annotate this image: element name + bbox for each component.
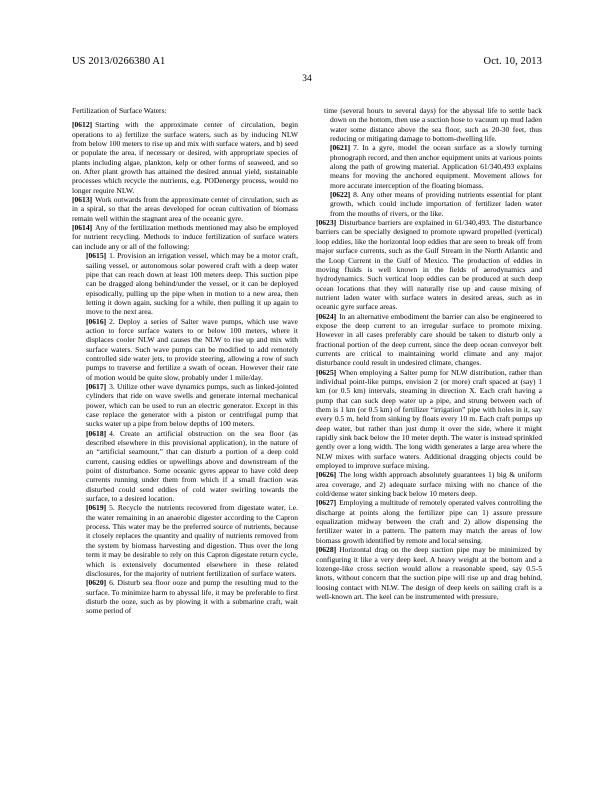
paragraph — [72, 429, 298, 504]
paragraph-number: [0625] — [316, 367, 337, 377]
body-columns — [72, 106, 542, 774]
paragraph-text: 7. In a gyre, model the ocean surface as a slowly turning phonograph record, and then anchor equipment units at various points along the path of growing material. Application 61/340,493 explains means for moving the anchored equipment. Movement allows for more accurate interception of the floating biomass. — [330, 143, 542, 190]
paragraph — [316, 368, 542, 471]
paragraph — [316, 190, 542, 218]
paragraph-number: [0623] — [316, 218, 337, 228]
paragraph — [316, 498, 542, 545]
paragraph — [72, 120, 298, 195]
paragraph-number: [0620] — [86, 578, 107, 588]
paragraph-text: 5. Recycle the nutrients recovered from digestate water, i.e. the water remaining in an anaerobic digester according to the Capron process. This water may be the preferred source of nutrients, because it closely replaces the quantity and quality of nutrients removed from the system by biomass harvesting and digestion. Thus over the long term it may be desirable to rely on this Capron digestate return cycle, which is extensively documented elsewhere in these related disclosures, for the majority of nutrient fertilization of surface waters. — [86, 503, 298, 578]
paragraph-number: [0614] — [72, 223, 93, 233]
paragraph — [72, 195, 298, 223]
paragraph-number: [0624] — [316, 311, 337, 321]
paragraph-number: [0618] — [86, 428, 107, 438]
paragraph-text: 6. Disturb sea floor ooze and pump the resulting mud to the surface. To minimize harm to abyssal life, it may be preferable to first disturb the ooze, such as by plowing it with a submarine craft, wait some period of — [86, 578, 298, 616]
paragraph-text: Work outwards from the approximate center of circulation, such as in a spiral, so that the areas developed for ocean cultivation of biomass remain well within the stagnant area of the oceanic gyre. — [72, 195, 298, 223]
paragraph — [72, 382, 298, 429]
page-number: 34 — [302, 74, 312, 84]
paragraph-text: Disturbance barriers are explained in 61/340,493. The disturbance barriers can be specially designed to promote upward propelled (vertical) loop eddies, like the horizontal loop eddies that are seen to break off from major surface currents, such as the Gulf Stream in the North Atlantic and the Loop Current in the Gulf of Mexico. The production of eddies in moving fluids is well known in the fields of aerodynamics and hydrodynamics. Such vertical loop eddies can be produced at such deep ocean locations that they will naturally rise up and cause mixing of nutrient laden water with surface waters in desired areas, such as in oceanic gyre surface areas. — [316, 218, 542, 312]
paragraph — [316, 143, 542, 190]
paragraph-text: The long width approach absolutely guarantees 1) big & uniform area coverage, and 2) adequate surface mixing with no chance of the cold/dense water sinking back below 10 meters deep. — [316, 470, 542, 499]
paragraph-text: In an alternative embodiment the barrier can also be engineered to expose the deep current to an irregular surface to promote mixing. However in all cases preferably care should be taken to disturb only a fractional portion of the deep current, since the deep ocean conveyor belt currents are critical to maintaining world climate and any major disturbance could result in undesired climate, changes. — [316, 311, 542, 368]
paragraph-number: [0622] — [330, 190, 351, 200]
section-heading: Fertilization of Surface Waters: — [72, 106, 167, 115]
paragraph-text: Any of the fertilization methods mentioned may also be employed for nutrient recycling. Methods to induce fertilization of surface waters can include any or all of the following: — [72, 223, 298, 251]
paragraph-text: When employing a Salter pump for NLW distribution, rather than individual point-like pumps, envision 2 (or more) craft spaced at (say) 1 km (or 0.5 km) intervals, steaming in direction X. Each craft having a pump that can suck deep water up a pipe, and strung between each of them is 1 km (or 0.5 km) of fertilizer “irrigation” pipe with holes in it, say every 0.5 m, held from sinking by floats every 10 m. Each craft pumps up deep water, but rather than just dump it over the side, where it might rapidly sink back below the 10 meter depth. The water is instead sprinkled gently over a long width. The long width generates a large area where the NLW mixes with surface waters. Additional dragging objects could be employed to improve surface mixing. — [316, 367, 542, 471]
paragraph — [316, 312, 542, 368]
paragraph-text: 8. Any other means of providing nutrients essential for plant growth, which could include importation of fertilizer laden water from the mouths of rivers, or the like. — [330, 190, 542, 218]
paragraph-text: Employing a multitude of remotely operated valves controlling the discharge at points along the fertilizer pipe can 1) assure pressure equalization midway between the craft and 2) allow dispensing the fertilizer water in a pattern. The pattern may match the areas of low biomass growth identified by remote and local sensing. — [316, 498, 542, 545]
publication-date: Oct. 10, 2013 — [483, 56, 542, 67]
paragraph-number: [0627] — [316, 498, 337, 508]
paragraph — [316, 218, 542, 311]
paragraph — [72, 251, 298, 316]
paragraph-number: [0615] — [86, 251, 107, 261]
page-header — [72, 56, 542, 67]
paragraph — [316, 106, 542, 143]
paragraph-text: time (several hours to several days) for the abyssal life to settle back down on the bottom, then use a suction hose to vacuum up mud laden water some distance above the sea floor, such as 20-30 feet, thus reducing or mitigating damage to bottom-dwelling life. — [324, 106, 542, 144]
paragraph-text: 3. Utilize other wave dynamics pumps, such as linked-jointed cylinders that ride on wave swells and generate internal mechanical power, which can be used to run an electric generator. Except in this case replace the generator with a piston or centrifugal pump that sucks water up a pipe from below depths of 100 meters. — [86, 381, 298, 429]
paragraph-text: 1. Provision an irrigation vessel, which may be a motor craft, sailing vessel, or autonomous solar powered craft with a deep water pipe that can reach down at least 100 meters deep. This suction pipe can be dragged along behind/under the vessel, or it can be deployed episodically, pulling up the pipe when in motion to a new area, then letting it down again, sucking for a while, then pulling it up again to move to the next area. — [86, 251, 298, 317]
paragraph — [316, 545, 542, 601]
paragraph-text: Horizontal drag on the deep suction pipe may be minimized by configuring it like a very deep keel. A heavy weight at the bottom and a lozenge-like cross section would allow a reasonable speed, say 0.5-5 knots, without concern that the suction pipe will rise up and drag behind, loosing contact with NLW. The design of deep keels on sailing craft is a well-known art. The keel can be instrumented with pressure, — [316, 545, 542, 601]
paragraph-number: [0628] — [316, 545, 337, 555]
paragraph-text: 4. Create an artificial obstruction on the sea floor (as described elsewhere in this provisional application), in the nature of an “artificial seamount,” that can disturb a portion of a deep cold current, causing eddies or upwellings above and downstream of the point of disturbance. Some oceanic gyres appear to have cold deep currents running under them from which if a small fraction was disturbed could send eddies of cold water swirling towards the surface, to a desired location. — [86, 428, 298, 504]
paragraph-number: [0626] — [316, 470, 337, 480]
paragraph — [72, 317, 298, 382]
paragraph-number: [0616] — [86, 316, 107, 326]
paragraph-text: Starting with the approximate center of circulation, begin operations to a) fertilize the surface waters, such as by inducing NLW from below 100 meters to rise up and mix with surface waters, and b) seed or populate the area, if necessary or desired, with appropriate species of plants including algae, plankton, kelp or other forms of seaweed, and so on. After plant growth has attained the desired annual yield, sustainable processes which recycle the nutrients, e.g. PODenergy process, would no longer require NLW. — [72, 120, 298, 195]
publication-number: US 2013/0266380 A1 — [72, 56, 166, 67]
paragraph-number: [0621] — [330, 143, 351, 153]
paragraph-number: [0619] — [86, 503, 107, 513]
paragraph-number: [0612] — [72, 120, 93, 130]
paragraph-number: [0617] — [86, 381, 107, 391]
right-column — [316, 106, 542, 774]
paragraph — [316, 470, 542, 498]
paragraph-text: 2. Deploy a series of Salter wave pumps, which use wave action to force surface waters to or below 100 meters, where it displaces cooler NLW and causes the NLW to rise up and mix with surface waters. Such wave pumps can be modified to add remotely controlled side water jets, to provide steering, allowing a row of such pumps to traverse and fertilize a swath of ocean. However their rate of motion would be quite slow, probably under 1 mile/day. — [86, 316, 298, 382]
paragraph — [72, 503, 298, 578]
left-column — [72, 106, 298, 774]
paragraph-number: [0613] — [72, 195, 93, 205]
paragraph — [72, 578, 298, 615]
paragraph — [72, 223, 298, 251]
